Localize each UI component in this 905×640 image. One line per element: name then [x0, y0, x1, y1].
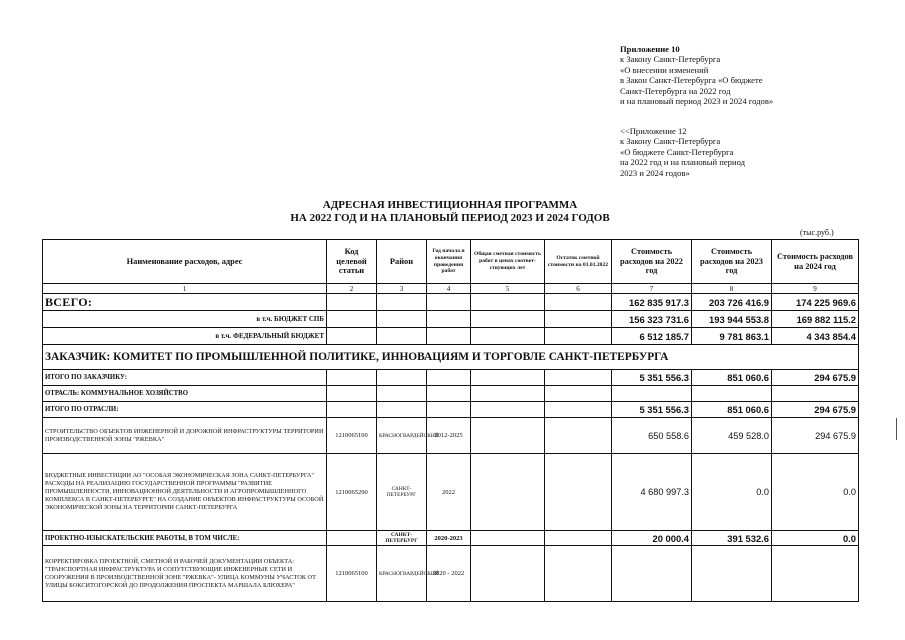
total-row [43, 294, 859, 311]
header-name: Наименование расходов, адрес [43, 240, 327, 284]
total-2023: 203 726 416.9 [692, 294, 772, 311]
total-label: ВСЕГО: [43, 294, 327, 311]
header-period: Год начала и окончания проведения работ [427, 240, 471, 284]
branch-row [43, 386, 859, 402]
row-code: 1210065100 [327, 418, 377, 454]
branch-label: ОТРАСЛЬ: КОММУНАЛЬНОЕ ХОЗЯЙСТВО [43, 386, 327, 402]
annex-10-line: к Закону Санкт-Петербурга [620, 54, 721, 65]
total-2022: 162 835 917.3 [612, 294, 692, 311]
row-2024: 0.0 [772, 454, 859, 531]
branch-total-2024: 294 675.9 [772, 402, 859, 418]
header-district: Район [377, 240, 427, 284]
table-row [43, 546, 859, 602]
investment-table [42, 239, 859, 602]
header-cost-2023: Стоимость расходов на 2023 год [692, 240, 772, 284]
column-number: 2 [327, 284, 377, 294]
design-works-period: 2020-2023 [427, 531, 471, 546]
header-remain: Остаток сметной стоимости на 01.01.2022 [545, 240, 612, 284]
row-district: КРАСНОГВАРДЕЙСКИЙ [377, 546, 427, 602]
row-2024: 294 675.9 [772, 418, 859, 454]
design-works-2024: 0.0 [772, 531, 859, 546]
column-number: 6 [545, 284, 612, 294]
row-period: 2012-2025 [427, 418, 471, 454]
row-code: 1210065290 [327, 454, 377, 531]
row-period: 2022 [427, 454, 471, 531]
column-number: 1 [43, 284, 327, 294]
branch-total-label: ИТОГО ПО ОТРАСЛИ: [43, 402, 327, 418]
section-customer-title: ЗАКАЗЧИК: КОМИТЕТ ПО ПРОМЫШЛЕННОЙ ПОЛИТИКЕ, ИННОВАЦИЯМ И ТОРГОВЛЕ САНКТ-ПЕТЕРБУРГА [43, 345, 859, 370]
row-2023: 0.0 [692, 454, 772, 531]
table-row [43, 418, 859, 454]
header-row [43, 240, 859, 284]
annex-10-line: Санкт-Петербурга на 2022 год [620, 85, 731, 96]
annex-10-line: «О внесении изменений [620, 64, 709, 75]
column-number: 7 [612, 284, 692, 294]
column-number: 8 [692, 284, 772, 294]
row-district: САНКТ-ПЕТЕРБУРГ [377, 454, 427, 531]
column-number: 5 [471, 284, 545, 294]
annex-10-line: и на плановый период 2023 и 2024 годов» [620, 96, 774, 107]
row-name: КОРРЕКТИРОВКА ПРОЕКТНОЙ, СМЕТНОЙ И РАБОЧЕЙ ДОКУМЕНТАЦИИ ОБЪЕКТА: "ТРАНСПОРТНАЯ ИНФРАСТРУКТУРА И СОПУТСТВУЮЩИЕ ИНЖЕНЕРНЫЕ СЕТИ И СООРУЖЕНИЯ В ПРОИЗВОДСТВЕННОЙ ЗОНЕ "РЖЕВКА"- УЛИЦА КОММУНЫ УЧАСТОК ОТ УЛИЦЫ БОКСИТОГОРСКОЙ ДО ПРОДОЛЖЕНИЯ ПРОСПЕКТА МАРШАЛА БЛЮХЕРА" [43, 546, 327, 602]
spb-2022: 156 323 731.6 [612, 311, 692, 328]
document-title [240, 199, 660, 225]
branch-total-row [43, 402, 859, 418]
branch-total-2023: 851 060.6 [692, 402, 772, 418]
header-cost-2022: Стоимость расходов на 2022 год [612, 240, 692, 284]
total-2024: 174 225 969.6 [772, 294, 859, 311]
row-period: 2020 - 2022 [427, 546, 471, 602]
annex-10-title: Приложение 10 [620, 44, 680, 54]
column-number: 3 [377, 284, 427, 294]
federal-2022: 6 512 185.7 [612, 328, 692, 345]
annex-12-line: 2023 и 2024 годов» [620, 167, 690, 178]
customer-total-row [43, 370, 859, 386]
header-cost-2024: Стоимость расходов на 2024 год [772, 240, 859, 284]
spb-2023: 193 944 553.8 [692, 311, 772, 328]
header-code: Код целевой статьи [327, 240, 377, 284]
table-row [43, 454, 859, 531]
column-number: 9 [772, 284, 859, 294]
annex-12-block [620, 126, 900, 178]
row-district: КРАСНОГВАРДЕЙСКИЙ [377, 418, 427, 454]
federal-2024: 4 343 854.4 [772, 328, 859, 345]
scan-edge-mark [896, 418, 897, 440]
annex-10-block [620, 44, 900, 106]
document-title-line-1: АДРЕСНАЯ ИНВЕСТИЦИОННАЯ ПРОГРАММА [322, 199, 578, 211]
federal-2023: 9 781 863.1 [692, 328, 772, 345]
federal-budget-label: в т.ч. ФЕДЕРАЛЬНЫЙ БЮДЖЕТ [43, 328, 327, 345]
column-numbers-row [43, 284, 859, 294]
branch-total-2022: 5 351 556.3 [612, 402, 692, 418]
annex-12-title: <<Приложение 12 [620, 126, 687, 136]
federal-budget-row [43, 328, 859, 345]
customer-total-2022: 5 351 556.3 [612, 370, 692, 386]
row-2022: 4 680 997.3 [612, 454, 692, 531]
customer-total-2023: 851 060.6 [692, 370, 772, 386]
row-2022: 650 558.6 [612, 418, 692, 454]
row-2023: 459 528.0 [692, 418, 772, 454]
customer-total-2024: 294 675.9 [772, 370, 859, 386]
units-note: (тыс.руб.) [800, 228, 834, 237]
row-name: СТРОИТЕЛЬСТВО ОБЪЕКТОВ ИНЖЕНЕРНОЙ И ДОРОЖНОЙ ИНФРАСТРУКТУРЫ ТЕРРИТОРИИ ПРОИЗВОДСТВЕННОЙ ЗОНЫ "РЖЕВКА" [43, 418, 327, 454]
column-number: 4 [427, 284, 471, 294]
row-code: 1210065100 [327, 546, 377, 602]
row-name: БЮДЖЕТНЫЕ ИНВЕСТИЦИИ АО "ОСОБАЯ ЭКОНОМИЧЕСКАЯ ЗОНА САНКТ-ПЕТЕРБУРГА" РАСХОДЫ НА РЕАЛИЗАЦИЮ ГОСУДАРСТВЕННОЙ ПРОГРАММЫ "РАЗВИТИЕ ПРОМЫШЛЕННОСТИ, ИННОВАЦИОННОЙ ДЕЯТЕЛЬНОСТИ И АГРОПРОМЫШЛЕННОГО КОМПЛЕКСА В САНКТ-ПЕТЕРБУРГЕ" НА СОЗДАНИЕ ОБЪЕКТОВ ИНФРАСТРУКТУРЫ ОСОБОЙ ЭКОНОМИЧЕСКОЙ ЗОНЫ НА ТЕРРИТОРИИ САНКТ-ПЕТЕРБУРГА [43, 454, 327, 531]
design-works-2023: 391 532.6 [692, 531, 772, 546]
annex-10-line: в Закон Санкт-Петербурга «О бюджете [620, 75, 763, 86]
header-estimate: Общая сметная стоимость работ в ценах соответ-ствующих лет [471, 240, 545, 284]
design-works-label: ПРОЕКТНО-ИЗЫСКАТЕЛЬСКИЕ РАБОТЫ, В ТОМ ЧИСЛЕ: [43, 531, 327, 546]
annex-12-line: на 2022 год и на плановый период [620, 157, 745, 168]
design-works-district: САНКТ-ПЕТЕРБУРГ [377, 531, 427, 546]
section-row [43, 345, 859, 370]
design-works-2022: 20 000.4 [612, 531, 692, 546]
spb-budget-label: в т.ч. БЮДЖЕТ СПБ [43, 311, 327, 328]
spb-2024: 169 882 115.2 [772, 311, 859, 328]
design-works-row [43, 531, 859, 546]
customer-total-label: ИТОГО ПО ЗАКАЗЧИКУ: [43, 370, 327, 386]
annex-12-line: «О бюджете Санкт-Петербурга [620, 146, 734, 157]
spb-budget-row [43, 311, 859, 328]
annex-12-line: к Закону Санкт-Петербурга [620, 136, 721, 147]
document-title-line-2: НА 2022 ГОД И НА ПЛАНОВЫЙ ПЕРИОД 2023 И 2024 ГОДОВ [290, 212, 610, 224]
